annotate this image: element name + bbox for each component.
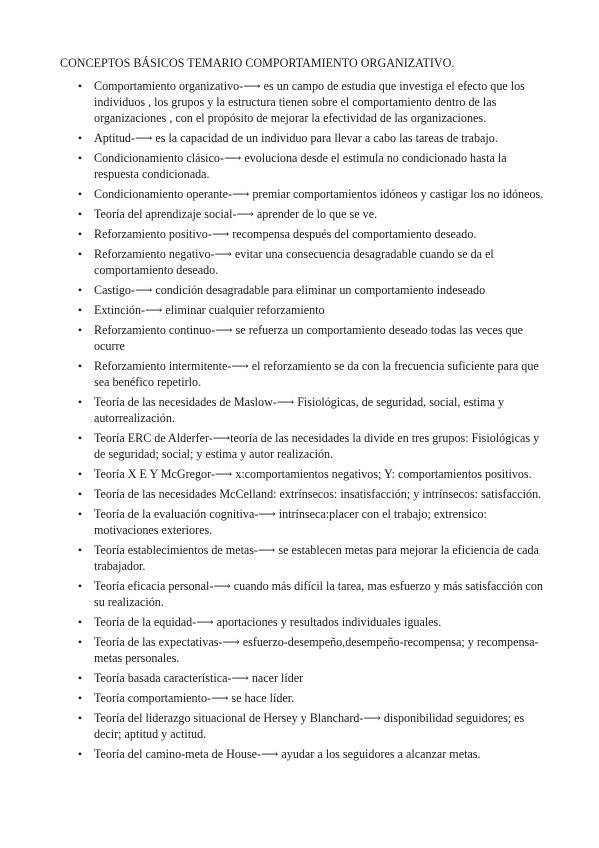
list-item [75,302,550,318]
list-item-text: Reforzamiento continuo-⟶ se refuerza un comportamiento deseado todas las veces que ocurre [94,323,524,353]
list-item [75,206,550,222]
list-item-text: Teoría del aprendizaje social-⟶ aprender de lo que se ve. [94,207,378,221]
list-item [75,578,550,610]
bullet-icon: • [77,151,83,165]
bullet-icon: • [77,747,83,761]
list-item [75,466,550,482]
document-title: CONCEPTOS BÁSICOS TEMARIO COMPORTAMIENTO ORGANIZATIVO. [60,56,455,70]
bullet-icon: • [77,691,83,705]
list-item-text: Teoría de las necesidades McCelland: extrínsecos: insatisfacción; y intrínsecos: satisfacción. [94,487,542,501]
bullet-icon: • [77,507,83,521]
bullet-icon: • [77,635,83,649]
list-item [75,394,550,426]
bullet-icon: • [77,615,83,629]
list-item-text: Reforzamiento positivo-⟶ recompensa después del comportamiento deseado. [94,227,477,241]
list-item-text: Teoría de las necesidades de Maslow-⟶ Fisiológicas, de seguridad, social, estima y autorrealización. [94,395,505,425]
bullet-icon: • [77,207,83,221]
bullet-icon: • [77,187,83,201]
bullet-icon: • [77,247,83,261]
list-item-text: Teoría eficacia personal-⟶ cuando más difícil la tarea, mas esfuerzo y más satisfacción con su realización. [94,579,543,609]
list-item-text: Comportamiento organizativo-⟶ es un campo de estudia que investiga el efecto que los individuos , los grupos y la estructura tienen sobre el comportamiento dentro de las organizaciones , con el propósito de mejorar la efectividad de las organizaciones. [94,79,525,125]
list-item-text: Extinción-⟶ eliminar cualquier reforzamiento [94,303,325,317]
bullet-icon: • [77,711,83,725]
bullet-icon: • [77,323,83,337]
list-item [75,78,550,126]
bullet-icon: • [77,579,83,593]
list-item [75,746,550,762]
bullet-icon: • [77,359,83,373]
bullet-icon: • [77,543,83,557]
list-item [75,486,550,502]
list-item [75,670,550,686]
list-item [75,506,550,538]
list-item [75,430,550,462]
bullet-icon: • [77,671,83,685]
bullet-icon: • [77,431,83,445]
bullet-icon: • [77,395,83,409]
list-item-text: Teoría basada característica-⟶ nacer líder [94,671,304,685]
list-item [75,614,550,630]
list-item-text: Teoría ERC de Alderfer-⟶teoría de las necesidades la divide en tres grupos: Fisiológicas y de seguridad; social; y estima y autor realización. [94,431,540,461]
bullet-icon: • [77,79,83,93]
list-item [75,282,550,298]
list-item [75,690,550,706]
bullet-icon: • [77,283,83,297]
list-item [75,130,550,146]
list-item-text: Condicionamiento operante-⟶ premiar comportamientos idóneos y castigar los no idóneos. [94,187,544,201]
list-item [75,226,550,242]
list-item [75,186,550,202]
list-item-text: Castigo-⟶ condición desagradable para eliminar un comportamiento indeseado [94,283,486,297]
list-item-text: Reforzamiento negativo-⟶ evitar una consecuencia desagradable cuando se da el comportamiento deseado. [94,247,494,277]
list-item [75,322,550,354]
list-item-text: Teoría establecimientos de metas-⟶ se establecen metas para mejorar la eficiencia de cada trabajador. [94,543,539,573]
list-item-text: Teoría X E Y McGregor-⟶ x:comportamientos negativos; Y: comportamientos positivos. [94,467,532,481]
list-item-text: Teoría del camino-meta de House-⟶ ayudar a los seguidores a alcanzar metas. [94,747,481,761]
bullet-icon: • [77,467,83,481]
list-item-text: Teoría de las expectativas-⟶ esfuerzo-desempeño,desempeño-recompensa; y recompensa-metas personales. [94,635,539,665]
list-item [75,358,550,390]
bullet-icon: • [77,227,83,241]
list-item [75,150,550,182]
bullet-icon: • [77,303,83,317]
list-item-text: Reforzamiento intermitente-⟶ el reforzamiento se da con la frecuencia suficiente para que sea benéfico repetirlo. [94,359,539,389]
list-item-text: Teoría de la equidad-⟶ aportaciones y resultados individuales iguales. [94,615,442,629]
list-item-text: Teoría de la evaluación cognitiva-⟶ intrínseca:placer con el trabajo; extrensico: motivaciones exteriores. [94,507,487,537]
concept-list [75,78,550,766]
list-item-text: Aptitud-⟶ es la capacidad de un individuo para llevar a cabo las tareas de trabajo. [94,131,498,145]
list-item [75,542,550,574]
list-item [75,246,550,278]
bullet-icon: • [77,487,83,501]
list-item-text: Condicionamiento clásico-⟶ evoluciona desde el estimula no condicionado hasta la respuesta condicionada. [94,151,507,181]
list-item-text: Teoría del liderazgo situacional de Hersey y Blanchard-⟶ disponibilidad seguidores; es decir; aptitud y actitud. [94,711,525,741]
list-item [75,710,550,742]
list-item-text: Teoría comportamiento-⟶ se hace líder. [94,691,295,705]
list-item [75,634,550,666]
bullet-icon: • [77,131,83,145]
